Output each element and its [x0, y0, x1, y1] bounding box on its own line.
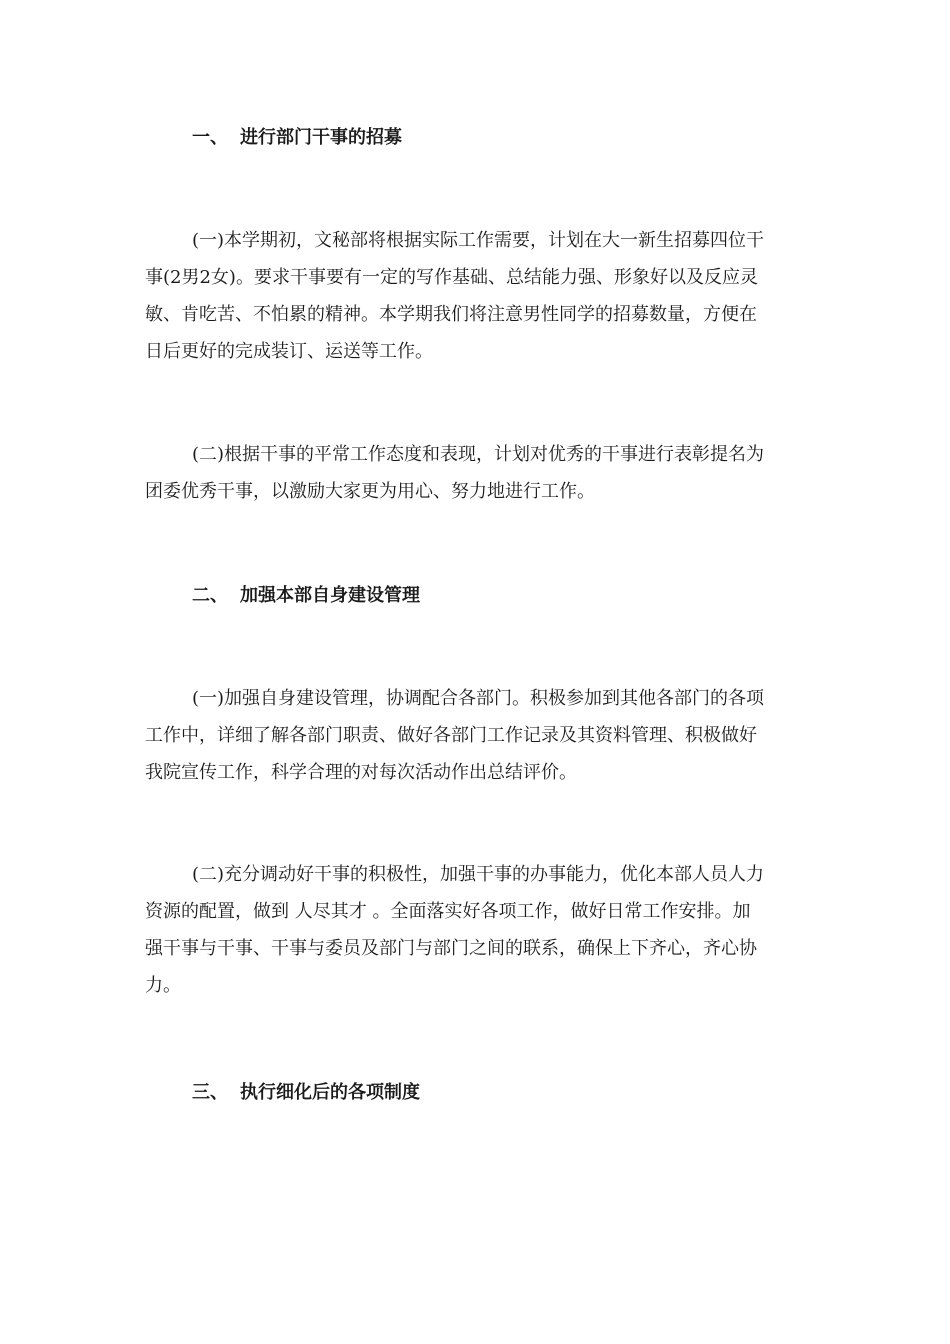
section-2-number: 二、: [192, 585, 228, 606]
section-1-title: 进行部门干事的招募: [240, 127, 402, 148]
paragraph-line: 资源的配置，做到 人尽其才 。全面落实好各项工作，做好日常工作安排。加: [145, 901, 751, 922]
section-3-title: 执行细化后的各项制度: [240, 1082, 420, 1103]
section-3-number: 三、: [192, 1082, 228, 1103]
paragraph-line: 敏、肯吃苦、不怕累的精神。本学期我们将注意男性同学的招募数量，方便在: [145, 304, 757, 325]
section-1-heading: [192, 126, 402, 150]
paragraph-line: (一)本学期初，文秘部将根据实际工作需要，计划在大一新生招募四位干: [192, 230, 765, 251]
paragraph-line: (一)加强自身建设管理，协调配合各部门。积极参加到其他各部门的各项: [192, 688, 765, 709]
section-1-paragraph-1: [145, 222, 810, 370]
paragraph-line: (二)根据干事的平常工作态度和表现，计划对优秀的干事进行表彰提名为: [192, 444, 765, 465]
section-2-heading: [192, 584, 420, 608]
paragraph-line: 事(2男2女)。要求干事要有一定的写作基础、总结能力强、形象好以及反应灵: [145, 267, 758, 288]
section-2-paragraph-2: [145, 856, 810, 1004]
paragraph-line: 日后更好的完成装订、运送等工作。: [145, 341, 433, 362]
paragraph-line: 我院宣传工作，科学合理的对每次活动作出总结评价。: [145, 762, 577, 783]
section-1-paragraph-2: [145, 436, 810, 510]
paragraph-line: 工作中，详细了解各部门职责、做好各部门工作记录及其资料管理、积极做好: [145, 725, 757, 746]
section-3-heading: [192, 1081, 420, 1105]
paragraph-line: 团委优秀干事，以激励大家更为用心、努力地进行工作。: [145, 481, 595, 502]
section-1-number: 一、: [192, 127, 228, 148]
paragraph-line: 强干事与干事、干事与委员及部门与部门之间的联系，确保上下齐心，齐心协: [145, 938, 757, 959]
paragraph-line: 力。: [145, 975, 181, 996]
section-2-paragraph-1: [145, 680, 810, 791]
paragraph-line: (二)充分调动好干事的积极性，加强干事的办事能力，优化本部人员人力: [192, 864, 765, 885]
section-2-title: 加强本部自身建设管理: [240, 585, 420, 606]
